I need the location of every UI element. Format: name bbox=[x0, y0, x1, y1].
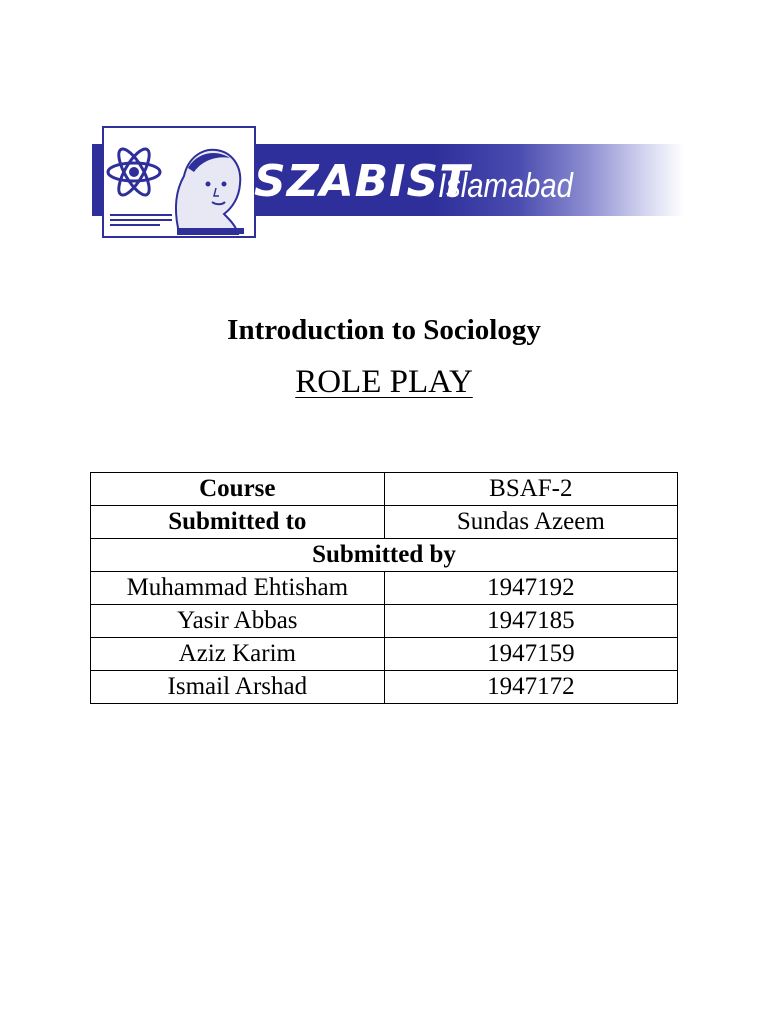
table-row bbox=[91, 671, 678, 704]
course-label: Course bbox=[91, 473, 385, 506]
table-row bbox=[91, 572, 678, 605]
submitted-by-label: Submitted by bbox=[91, 539, 678, 572]
submission-info-table bbox=[90, 472, 678, 704]
course-value: BSAF-2 bbox=[384, 473, 677, 506]
document-subtitle bbox=[0, 360, 768, 404]
submitted-to-label: Submitted to bbox=[91, 506, 385, 539]
member-id: 1947172 bbox=[384, 671, 677, 704]
logo-city-name: Islamabad bbox=[438, 167, 573, 205]
table-row bbox=[91, 638, 678, 671]
member-id: 1947159 bbox=[384, 638, 677, 671]
member-id: 1947192 bbox=[384, 572, 677, 605]
table-row-course bbox=[91, 473, 678, 506]
member-name: Aziz Karim bbox=[91, 638, 385, 671]
table-row bbox=[91, 605, 678, 638]
szabist-logo bbox=[92, 122, 684, 240]
table-row-submitted-by bbox=[91, 539, 678, 572]
member-name: Ismail Arshad bbox=[91, 671, 385, 704]
member-name: Yasir Abbas bbox=[91, 605, 385, 638]
emblem-icon bbox=[104, 128, 254, 236]
document-subtitle-text: ROLE PLAY bbox=[295, 364, 473, 400]
logo-emblem bbox=[102, 126, 256, 238]
table-row-submitted-to bbox=[91, 506, 678, 539]
logo-institution-name: SZABIST bbox=[254, 156, 471, 207]
submitted-to-value: Sundas Azeem bbox=[384, 506, 677, 539]
member-id: 1947185 bbox=[384, 605, 677, 638]
member-name: Muhammad Ehtisham bbox=[91, 572, 385, 605]
course-title: Introduction to Sociology bbox=[227, 314, 541, 346]
